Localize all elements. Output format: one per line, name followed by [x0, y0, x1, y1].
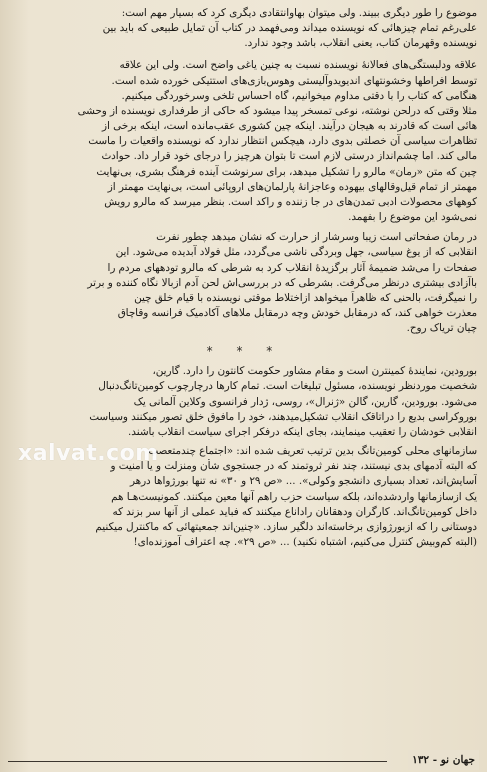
text-line: چیان تریاک روح. — [406, 322, 477, 335]
text-line: انقلابی خودشان را تعقیب مینمایند، بجای اینکه درفکر اجرای سیاست انقلاب باشند. — [128, 425, 477, 438]
text-line: را نمیگرفت، بالحنی که ظاهراً میخواهد ازاختلاط موقتی نویسنده با قیام خلق چین — [134, 291, 477, 304]
text-line: مالی کند. اما چشم‌انداز درستی لازم است تا بتوان هرچیز را درجای خود قرار داد. حوادث — [101, 150, 477, 163]
text-line: هائی است که قادرند به هیجان درآیند. اینکه چین کشوری عقب‌مانده است، اینکه برخی از — [102, 120, 477, 133]
text-line: نمی‌شود این موضوع را بفهمد. — [348, 211, 477, 224]
text-line: چین که متن «رمان» مالرو را تشکیل میدهد، برای سرنوشت آینده فرهنگ بشری، بی‌نهایت — [96, 165, 477, 178]
text-line: داخل کومین‌تانگ‌اند. کارگران ودهقانان راداناع میکنند که فباید عملی از آنها سر بزند که — [112, 505, 477, 518]
text-line: بوروکراسی بدیع را دراتاقک انقلاب تشکیل‌میدهند، خود را مافوق خلق تصور میکنند وسیاست — [89, 410, 477, 423]
text-line: انقلابی که از یوغ سیاسی، جهل وبردگی ناشی می‌گردد، مثل فولاد آبدیده می‌شود. این — [115, 246, 477, 259]
paragraph-1 — [12, 6, 477, 51]
text-line: موضوع را طور دیگری ببیند. ولی میتوان بهاوانتقادی دیگری کرد که بسیار مهم است: — [121, 7, 477, 19]
paragraph-2 — [12, 58, 477, 225]
text-line: توسط افراطها وخشونتهای اندیویدوآلیستی وهوس‌بازی‌های استتیکی خورده شده است. — [111, 74, 477, 87]
text-line: تظاهرات سیاسی آن خصلتی بدوی دارد، هیچکس انتظار ندارد که نویسنده واقعیات را ماست — [88, 135, 477, 148]
paragraph-4 — [12, 364, 477, 440]
text-line: کوههای محصولات ادبی تمدن‌های در جا زننده و راکد است. بنظر میرسد که مالرو رویش — [104, 195, 477, 208]
section-separator: * * * — [206, 344, 283, 359]
footer-rule — [8, 761, 387, 762]
text-line: آسایش‌اند، تعداد بسیاری دانشجو وکولی». ... «ص ۲۹ و ۳۰» نه تنها بورژواها درهر — [129, 475, 477, 488]
text-line: نویسنده وقهرمان کتاب، یعنی انقلاب، باشد وجود ندارد. — [244, 37, 477, 50]
text-line: مهمتر از تمام قیل‌وقالهای بیهوده وعاجزانهٔ پارلمان‌های اروپائی است، بی‌نهایت مهمتر از — [107, 180, 477, 193]
text-line: علی‌رغم تمام چیزهائی که نویسنده میداند ومی‌فهمد در کتاب آن تمایل طبیعی که باید بین — [102, 22, 477, 35]
text-line: بورودین، نمایندهٔ کمینترن است و مقام مشاور حکومت کانتون را دارد. گارین، — [152, 365, 477, 378]
text-line: یک ازسازمانها واردشده‌اند، بلکه سیاست حزب راهم آنها معین میکنند. کمونیست‌هـا هم — [111, 490, 477, 503]
text-line: علاقه ودلبستگی‌های فعالانهٔ نویسنده نسبت به چنین یاغی واضح است. ولی این علاقه — [119, 59, 477, 72]
text-line: هنگامی که کتاب را با دقتی مداوم میخوانیم، گاه احساس تلخی وسرخوردگی میکنیم. — [121, 89, 477, 102]
watermark-text: xalvat.com — [18, 441, 159, 466]
text-line: می‌شود. بورودین، گارین، گالن «ژنرال»، روسی، ژدار فرانسوی وکلاین آلمانی یک — [133, 395, 477, 408]
paragraph-3 — [12, 230, 477, 336]
text-line: سازمانهای محلی کومین‌تانگ بدین ترتیب تعریف شده اند: «اجتماع چندمتعصب — [148, 445, 477, 458]
text-line: دوستانی را که ازبورژوازی برخاسته‌اند دلگیر سازد. «چنین‌اند جمعیتهائی که ماکنترل میکنیم — [95, 520, 477, 533]
text-line: مثلا وقتی که درلحن نوشته، نوعی تمسخر پیدا میشود که حاکی از طرفداری نویسنده از وحشی — [77, 104, 477, 117]
text-line: باآزادی بیشتری درنظر می‌گرفت. بشرطی که در بررسی‌اش لحن آدم ازبالا نگاه کننده و برتر — [87, 276, 477, 289]
footer-label: جهان نو - ۱۳۲ — [408, 750, 479, 770]
page-footer — [0, 752, 487, 772]
text-line: در رمان صفحاتی است زیبا وسرشار از حرارت که نشان میدهد چطور نفرت — [156, 231, 477, 244]
text-line: صفحات را می‌شد ضمیمهٔ آثار برگزیدهٔ انقلاب کرد به شرطی که مالرو تودههای مردم را — [107, 261, 477, 274]
text-line: (البته کم‌وبیش کنترل می‌کنیم، اشتباه نکنید) ... «ص ۲۹». چه اعتراف آموزنده‌ای! — [133, 536, 477, 548]
text-line: که البته آدمهای بدی نیستند، چند نفر ثروتمند که در جستجوی شأن ومنزلت و یا امنیت و — [110, 460, 477, 473]
text-line: معذرت خواهی کند، که درمقابل خودش وچه درمقابل ملاهای آکادمیک فرانسه وقاچاق — [117, 306, 477, 319]
text-line: شخصیت موردنظر نویسنده، مسئول تبلیغات است. تمام کارها درچارچوب کومین‌تانگ‌دنبال — [98, 380, 477, 393]
